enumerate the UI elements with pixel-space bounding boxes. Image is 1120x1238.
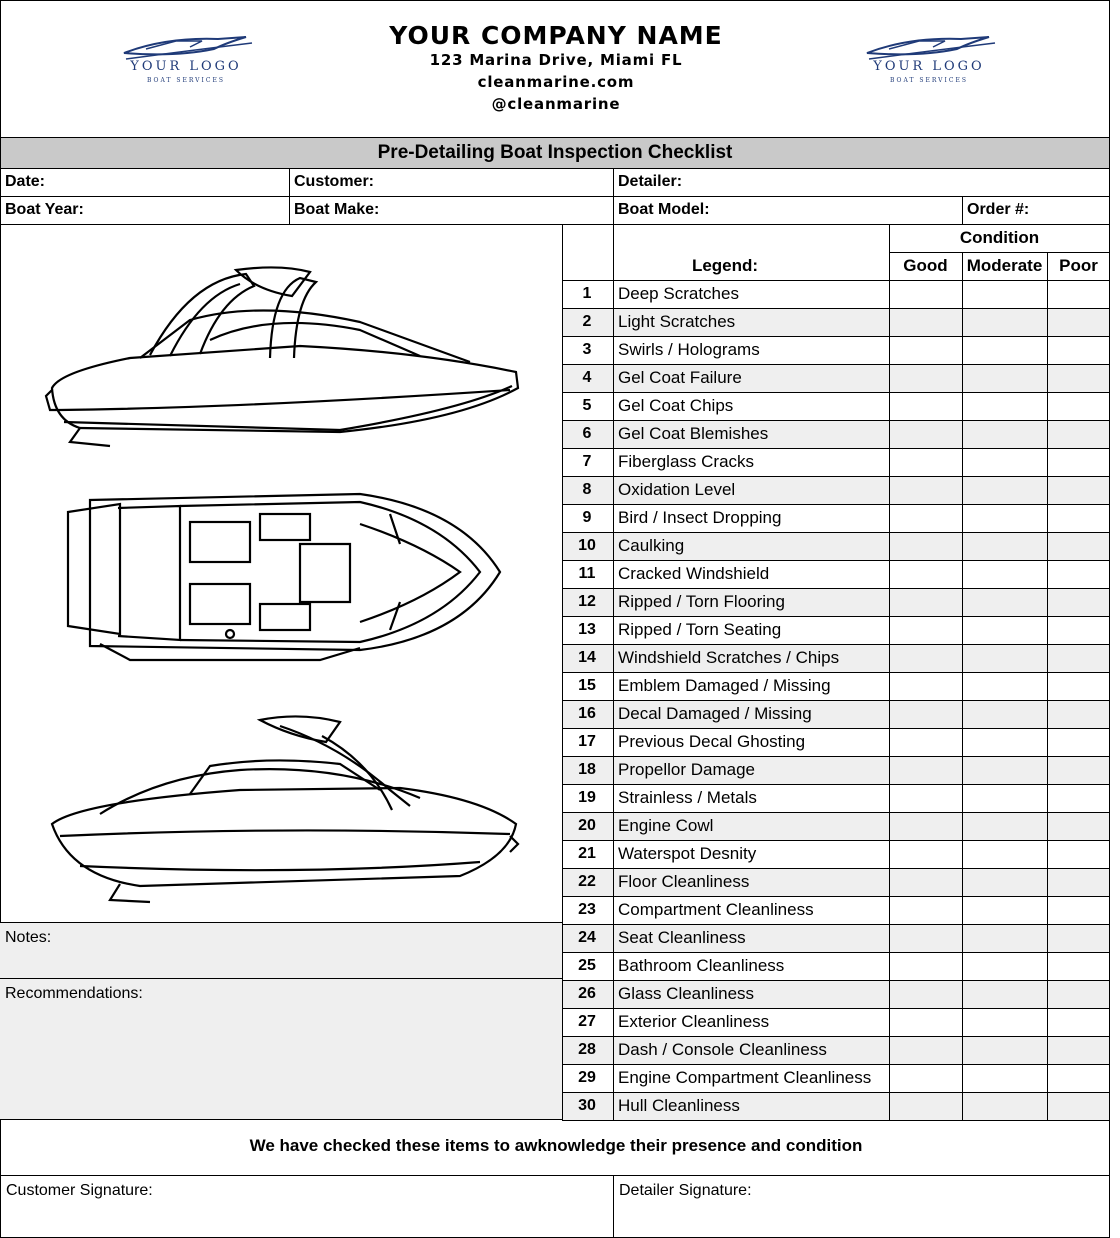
condition-cell-good[interactable] — [889, 700, 962, 728]
legend-header: Legend: — [691, 256, 759, 275]
condition-cell-poor[interactable] — [1047, 896, 1110, 924]
condition-cell-moderate[interactable] — [962, 364, 1047, 392]
item-label: Floor Cleanliness — [618, 872, 750, 891]
condition-cell-good[interactable] — [889, 756, 962, 784]
item-number: 1 — [582, 285, 592, 302]
condition-cell-moderate[interactable] — [962, 504, 1047, 532]
condition-cell-poor[interactable] — [1047, 476, 1110, 504]
condition-cell-good[interactable] — [889, 812, 962, 840]
condition-cell-poor[interactable] — [1047, 756, 1110, 784]
condition-cell-poor[interactable] — [1047, 336, 1110, 364]
item-number: 28 — [578, 1041, 596, 1058]
detailer-label: Detailer: — [618, 173, 683, 190]
item-number: 29 — [578, 1069, 596, 1086]
item-label: Fiberglass Cracks — [618, 452, 755, 471]
logo-subtext: BOAT SERVICES — [147, 77, 225, 84]
date-field[interactable] — [0, 168, 290, 197]
condition-cell-moderate[interactable] — [962, 1036, 1047, 1064]
condition-cell-moderate[interactable] — [962, 840, 1047, 868]
row-divider — [562, 924, 1110, 925]
condition-cell-poor[interactable] — [1047, 812, 1110, 840]
condition-cell-moderate[interactable] — [962, 532, 1047, 560]
item-label: Exterior Cleanliness — [618, 1012, 770, 1031]
condition-cell-good[interactable] — [889, 336, 962, 364]
row-divider — [562, 1120, 1110, 1121]
condition-cell-poor[interactable] — [1047, 840, 1110, 868]
row-divider — [562, 1036, 1110, 1037]
condition-cell-poor[interactable] — [1047, 644, 1110, 672]
condition-cell-poor[interactable] — [1047, 700, 1110, 728]
condition-cell-poor[interactable] — [1047, 616, 1110, 644]
condition-cell-good[interactable] — [889, 280, 962, 308]
condition-cell-good[interactable] — [889, 952, 962, 980]
condition-cell-poor[interactable] — [1047, 308, 1110, 336]
item-number: 17 — [578, 733, 596, 750]
customer-signature-field[interactable] — [0, 1175, 614, 1238]
condition-cell-poor[interactable] — [1047, 504, 1110, 532]
condition-cell-good[interactable] — [889, 476, 962, 504]
condition-cell-good[interactable] — [889, 868, 962, 896]
condition-cell-good[interactable] — [889, 784, 962, 812]
condition-cell-good[interactable] — [889, 392, 962, 420]
item-number: 21 — [578, 845, 596, 862]
item-label: Compartment Cleanliness — [618, 900, 814, 919]
row-divider — [562, 532, 1110, 533]
row-divider — [562, 700, 1110, 701]
condition-cell-moderate[interactable] — [962, 700, 1047, 728]
item-label: Swirls / Holograms — [618, 340, 760, 359]
condition-cell-moderate[interactable] — [962, 1008, 1047, 1036]
condition-cell-poor[interactable] — [1047, 364, 1110, 392]
condition-cell-poor[interactable] — [1047, 560, 1110, 588]
row-divider — [562, 840, 1110, 841]
row-divider — [562, 728, 1110, 729]
condition-cell-poor[interactable] — [1047, 672, 1110, 700]
document-header — [0, 0, 1110, 137]
condition-cell-poor[interactable] — [1047, 1008, 1110, 1036]
item-number: 23 — [578, 901, 596, 918]
detailer-signature-label: Detailer Signature: — [619, 1182, 752, 1199]
legend-divider — [889, 224, 890, 1120]
item-label: Dash / Console Cleanliness — [618, 1040, 827, 1059]
condition-cell-poor[interactable] — [1047, 1064, 1110, 1092]
row-divider — [562, 980, 1110, 981]
item-label: Previous Decal Ghosting — [618, 732, 806, 751]
condition-cell-moderate[interactable] — [962, 616, 1047, 644]
item-label: Hull Cleanliness — [618, 1096, 740, 1115]
condition-cell-poor[interactable] — [1047, 980, 1110, 1008]
detailer-field[interactable] — [613, 168, 1110, 197]
condition-cell-moderate[interactable] — [962, 476, 1047, 504]
row-divider — [562, 280, 1110, 281]
recommendations-field[interactable] — [0, 978, 562, 1120]
condition-cell-poor[interactable] — [1047, 280, 1110, 308]
boat-make-field[interactable] — [289, 196, 614, 225]
item-number: 6 — [582, 425, 592, 442]
company-name: YOUR COMPANY NAME — [389, 21, 723, 50]
column-poor-header: Poor — [1059, 256, 1098, 275]
row-divider — [562, 364, 1110, 365]
item-number: 18 — [578, 761, 596, 778]
row-divider — [562, 588, 1110, 589]
item-number: 13 — [578, 621, 596, 638]
item-number: 27 — [578, 1013, 596, 1030]
item-number: 10 — [578, 537, 596, 554]
item-number: 8 — [582, 481, 592, 498]
row-divider — [562, 868, 1110, 869]
logo-text: YOUR LOGO — [873, 59, 985, 74]
condition-cell-moderate[interactable] — [962, 392, 1047, 420]
condition-cell-good[interactable] — [889, 728, 962, 756]
condition-cell-moderate[interactable] — [962, 280, 1047, 308]
item-label: Ripped / Torn Seating — [618, 620, 782, 639]
order-number-field[interactable] — [962, 196, 1110, 225]
condition-cell-moderate[interactable] — [962, 952, 1047, 980]
condition-cell-good[interactable] — [889, 560, 962, 588]
condition-cell-good[interactable] — [889, 840, 962, 868]
condition-cell-moderate[interactable] — [962, 588, 1047, 616]
item-label: Emblem Damaged / Missing — [618, 676, 831, 695]
item-number: 14 — [578, 649, 596, 666]
condition-cell-moderate[interactable] — [962, 868, 1047, 896]
row-divider — [562, 616, 1110, 617]
condition-cell-good[interactable] — [889, 1008, 962, 1036]
boat-top-view-icon — [60, 484, 510, 664]
condition-cell-good[interactable] — [889, 672, 962, 700]
company-address: 123 Marina Drive, Miami FL — [429, 51, 683, 69]
notes-field[interactable] — [0, 922, 562, 978]
condition-cell-poor[interactable] — [1047, 1092, 1110, 1120]
item-label: Gel Coat Blemishes — [618, 424, 769, 443]
item-label: Caulking — [618, 536, 685, 555]
notes-label: Notes: — [5, 929, 52, 946]
row-divider — [562, 784, 1110, 785]
row-divider — [562, 420, 1110, 421]
item-label: Light Scratches — [618, 312, 736, 331]
row-divider — [562, 448, 1110, 449]
item-label: Cracked Windshield — [618, 564, 770, 583]
condition-cell-good[interactable] — [889, 644, 962, 672]
item-label: Decal Damaged / Missing — [618, 704, 812, 723]
form-title: Pre-Detailing Boat Inspection Checklist — [0, 137, 1110, 169]
number-divider — [613, 224, 614, 1120]
condition-cell-poor[interactable] — [1047, 952, 1110, 980]
boat-model-field[interactable] — [613, 196, 963, 225]
item-number: 9 — [582, 509, 592, 526]
condition-cell-moderate[interactable] — [962, 336, 1047, 364]
item-number: 4 — [582, 369, 592, 386]
condition-cell-good[interactable] — [889, 1064, 962, 1092]
customer-label: Customer: — [294, 173, 375, 190]
condition-cell-poor[interactable] — [1047, 784, 1110, 812]
condition-cell-moderate[interactable] — [962, 672, 1047, 700]
condition-cell-moderate[interactable] — [962, 980, 1047, 1008]
company-website: cleanmarine.com — [477, 73, 635, 91]
condition-cell-poor[interactable] — [1047, 924, 1110, 952]
item-label: Windshield Scratches / Chips — [618, 648, 840, 667]
condition-cell-good[interactable] — [889, 980, 962, 1008]
condition-cell-moderate[interactable] — [962, 560, 1047, 588]
condition-cell-moderate[interactable] — [962, 756, 1047, 784]
item-number: 5 — [582, 397, 592, 414]
boat-year-field[interactable] — [0, 196, 290, 225]
item-number: 30 — [578, 1097, 596, 1114]
item-label: Gel Coat Chips — [618, 396, 734, 415]
column-good-header: Good — [903, 256, 948, 275]
order-number-label: Order #: — [967, 201, 1030, 218]
item-label: Glass Cleanliness — [618, 984, 755, 1003]
date-label: Date: — [5, 173, 46, 190]
condition-cell-good[interactable] — [889, 896, 962, 924]
item-number: 12 — [578, 593, 596, 610]
condition-cell-good[interactable] — [889, 1092, 962, 1120]
item-label: Waterspot Desnity — [618, 844, 757, 863]
condition-cell-moderate[interactable] — [962, 1092, 1047, 1120]
condition-cell-moderate[interactable] — [962, 420, 1047, 448]
condition-cell-poor[interactable] — [1047, 588, 1110, 616]
condition-cell-moderate[interactable] — [962, 924, 1047, 952]
item-label: Seat Cleanliness — [618, 928, 746, 947]
item-number: 19 — [578, 789, 596, 806]
table-right-border — [1109, 224, 1110, 1120]
moderate-divider — [1047, 252, 1048, 1120]
customer-signature-label: Customer Signature: — [6, 1182, 153, 1199]
customer-field[interactable] — [289, 168, 614, 197]
row-divider — [562, 504, 1110, 505]
row-divider — [562, 896, 1110, 897]
item-number: 7 — [582, 453, 592, 470]
good-divider — [962, 252, 963, 1120]
condition-cell-poor[interactable] — [1047, 868, 1110, 896]
row-divider — [562, 1092, 1110, 1093]
recommendations-label: Recommendations: — [5, 985, 143, 1002]
condition-cell-poor[interactable] — [1047, 392, 1110, 420]
row-divider — [562, 952, 1110, 953]
boat-side-view-alt-icon — [40, 706, 530, 906]
table-left-border — [562, 224, 563, 1120]
item-label: Gel Coat Failure — [618, 368, 742, 387]
item-label: Bird / Insect Dropping — [618, 508, 782, 527]
item-number: 15 — [578, 677, 596, 694]
condition-cell-moderate[interactable] — [962, 644, 1047, 672]
item-label: Engine Cowl — [618, 816, 714, 835]
row-divider — [562, 812, 1110, 813]
boat-year-label: Boat Year: — [5, 201, 84, 218]
company-social: @cleanmarine — [491, 95, 621, 113]
row-divider — [562, 560, 1110, 561]
detailer-signature-field[interactable] — [613, 1175, 1110, 1238]
item-number: 2 — [582, 313, 592, 330]
condition-cell-good[interactable] — [889, 420, 962, 448]
condition-cell-good[interactable] — [889, 924, 962, 952]
row-divider — [562, 1064, 1110, 1065]
condition-cell-moderate[interactable] — [962, 896, 1047, 924]
boat-model-label: Boat Model: — [618, 201, 710, 218]
row-divider — [562, 392, 1110, 393]
item-label: Propellor Damage — [618, 760, 756, 779]
condition-cell-good[interactable] — [889, 364, 962, 392]
logo-text: YOUR LOGO — [130, 59, 242, 74]
condition-cell-good[interactable] — [889, 448, 962, 476]
condition-cell-good[interactable] — [889, 1036, 962, 1064]
item-label: Bathroom Cleanliness — [618, 956, 785, 975]
boat-side-view-icon — [40, 260, 530, 450]
item-number: 22 — [578, 873, 596, 890]
condition-cell-poor[interactable] — [1047, 1036, 1110, 1064]
condition-cell-moderate[interactable] — [962, 448, 1047, 476]
condition-cell-moderate[interactable] — [962, 728, 1047, 756]
boat-make-label: Boat Make: — [294, 201, 380, 218]
row-divider — [562, 336, 1110, 337]
condition-cell-poor[interactable] — [1047, 448, 1110, 476]
condition-cell-good[interactable] — [889, 616, 962, 644]
item-label: Oxidation Level — [618, 480, 736, 499]
item-number: 3 — [582, 341, 592, 358]
item-number: 25 — [578, 957, 596, 974]
condition-cell-moderate[interactable] — [962, 1064, 1047, 1092]
row-divider — [562, 1008, 1110, 1009]
row-divider — [562, 672, 1110, 673]
item-label: Strainless / Metals — [618, 788, 757, 807]
row-divider — [562, 756, 1110, 757]
condition-cell-good[interactable] — [889, 308, 962, 336]
row-divider — [562, 308, 1110, 309]
condition-cell-moderate[interactable] — [962, 784, 1047, 812]
condition-header: Condition — [959, 228, 1040, 247]
condition-cell-poor[interactable] — [1047, 532, 1110, 560]
logo-subtext: BOAT SERVICES — [890, 77, 968, 84]
column-moderate-header: Moderate — [966, 256, 1043, 275]
condition-cell-good[interactable] — [889, 504, 962, 532]
row-divider — [562, 644, 1110, 645]
item-number: 11 — [578, 565, 596, 582]
condition-cell-good[interactable] — [889, 532, 962, 560]
item-label: Deep Scratches — [618, 284, 739, 303]
condition-cell-good[interactable] — [889, 588, 962, 616]
condition-cell-poor[interactable] — [1047, 728, 1110, 756]
condition-cell-moderate[interactable] — [962, 308, 1047, 336]
condition-divider — [889, 252, 1110, 253]
item-number: 24 — [578, 929, 596, 946]
item-number: 26 — [578, 985, 596, 1002]
row-divider — [562, 476, 1110, 477]
condition-cell-moderate[interactable] — [962, 812, 1047, 840]
item-label: Ripped / Torn Flooring — [618, 592, 785, 611]
condition-cell-poor[interactable] — [1047, 420, 1110, 448]
item-number: 16 — [578, 705, 596, 722]
item-number: 20 — [578, 817, 596, 834]
item-label: Engine Compartment Cleanliness — [618, 1068, 872, 1087]
acknowledgement-text: We have checked these items to awknowledge their presence and condition — [249, 1136, 863, 1155]
acknowledgement-box — [0, 1119, 1110, 1175]
